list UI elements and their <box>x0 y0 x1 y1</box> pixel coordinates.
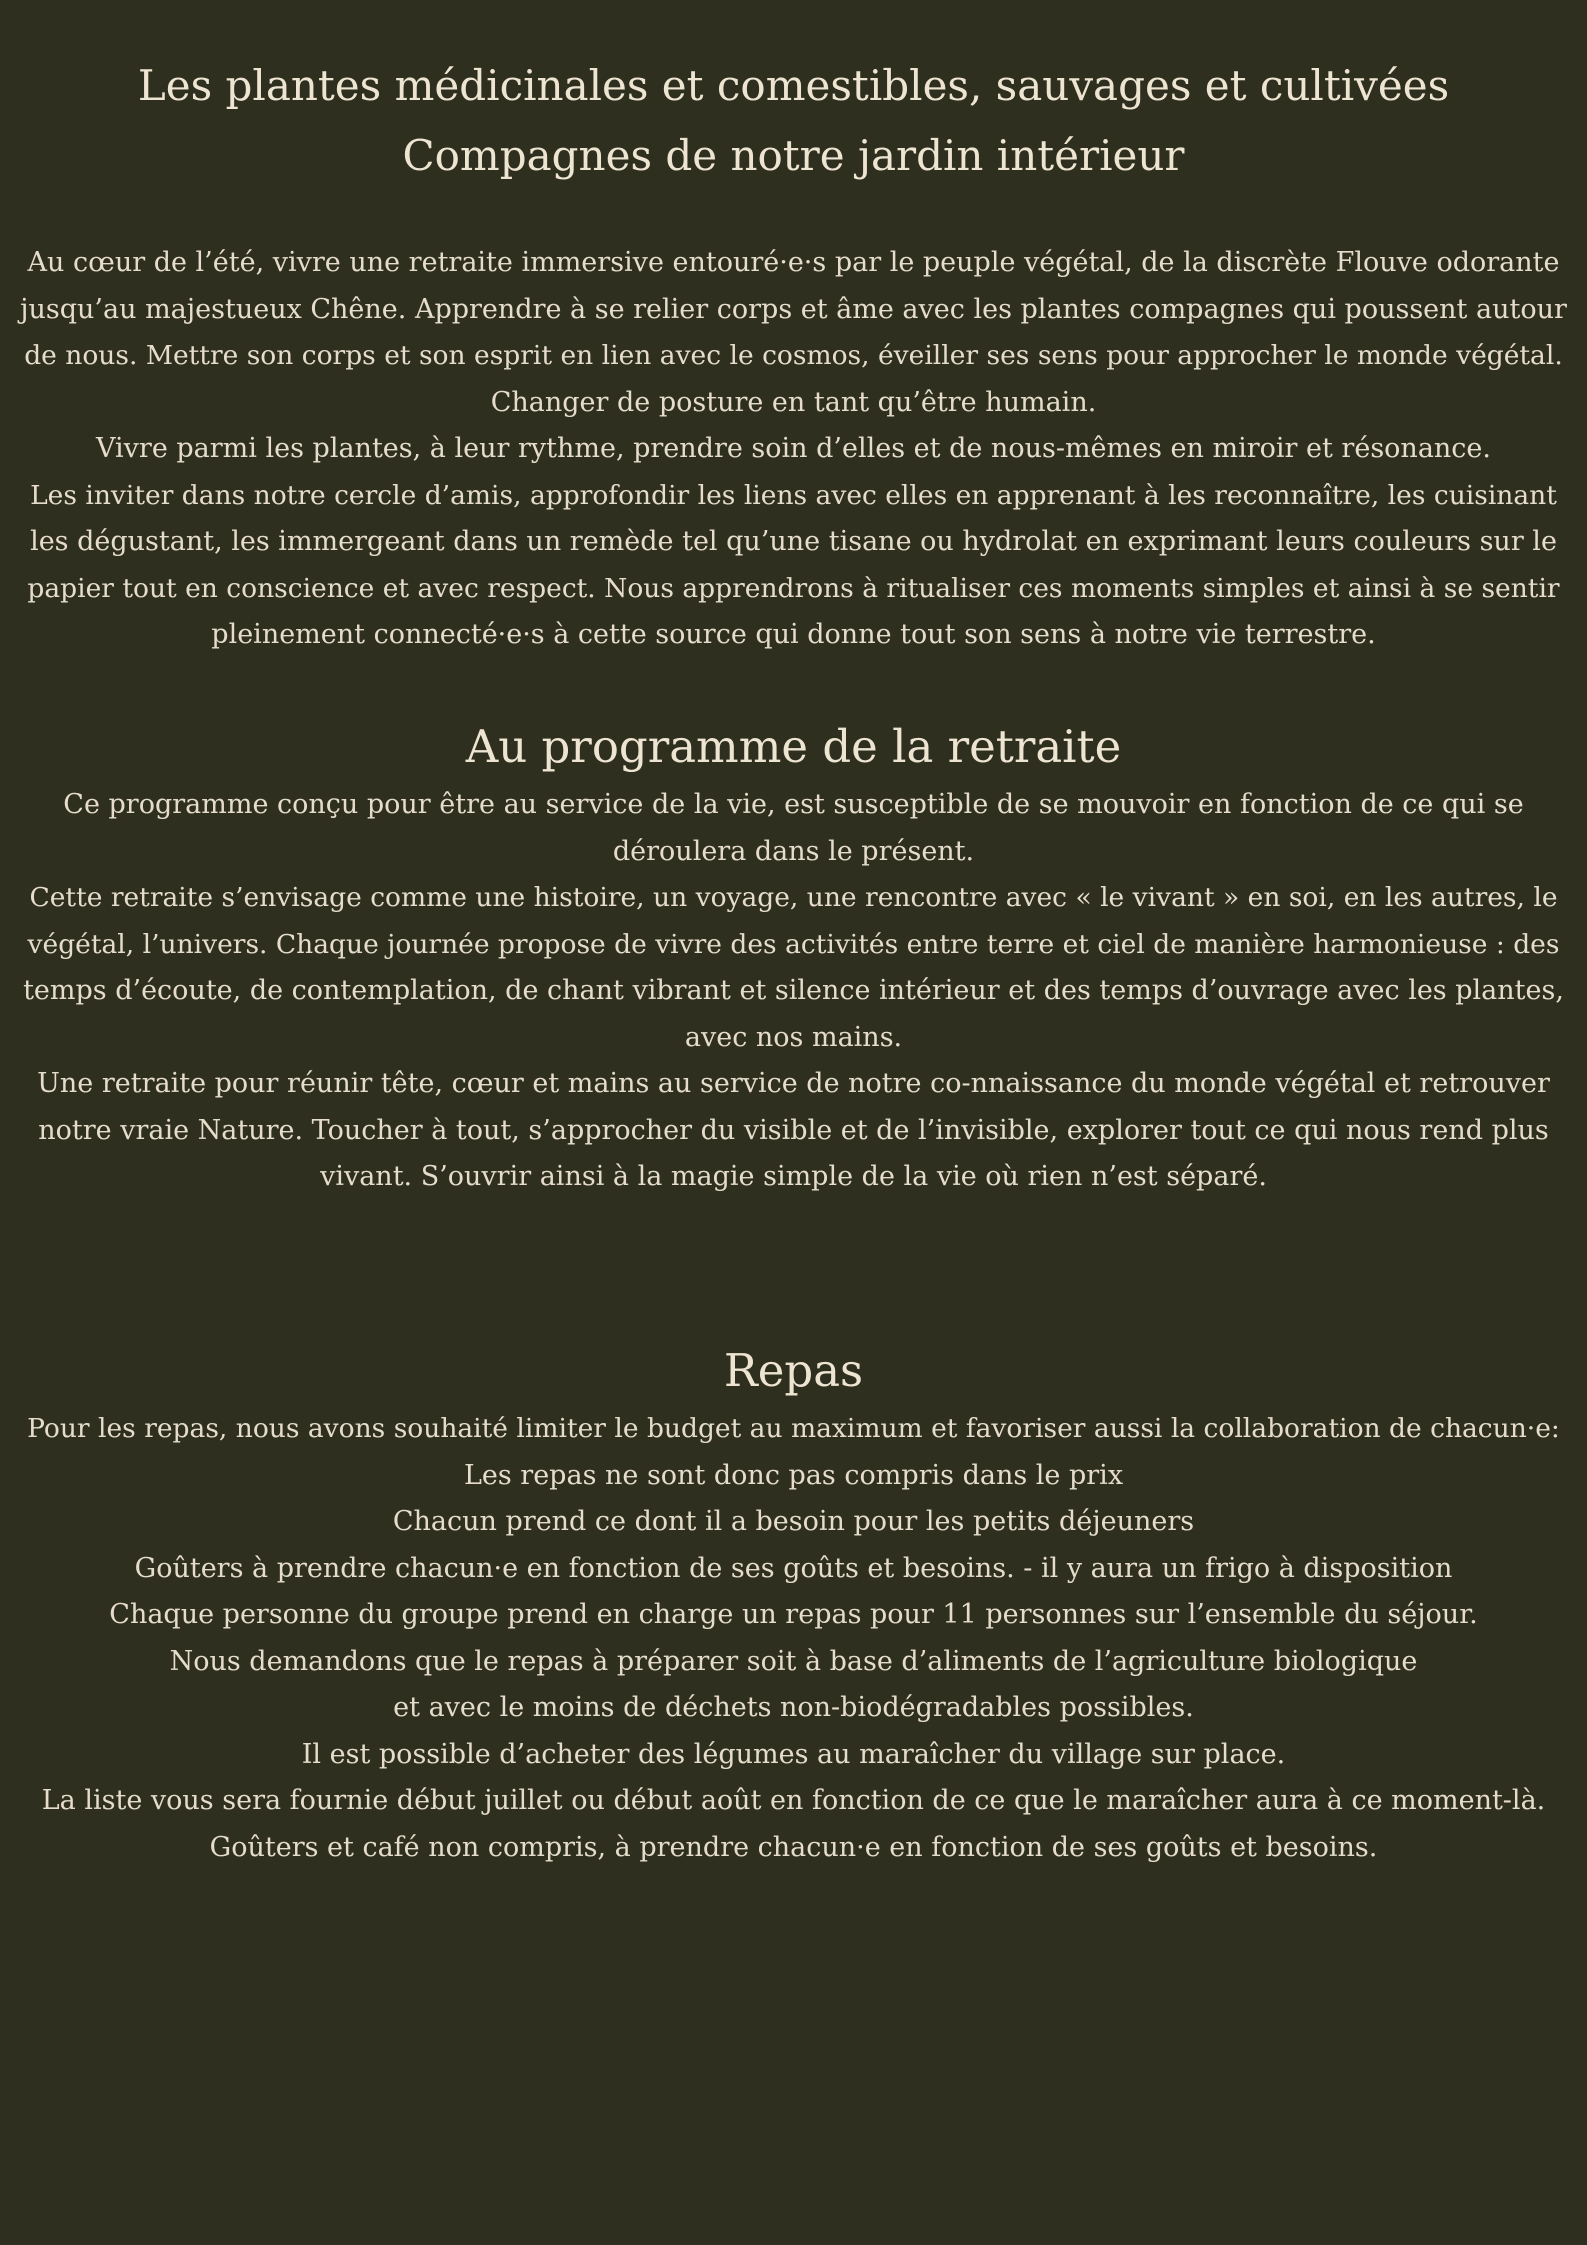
repas-line: Les repas ne sont donc pas compris dans le prix <box>463 1459 1124 1491</box>
programme-line: Cette retraite s’envisage comme une histoire, un voyage, une rencontre avec « le vivant » en soi, en les autres, le <box>29 882 1558 913</box>
page-title <box>20 51 1567 191</box>
repas-line: Goûters et café non compris, à prendre chacun·e en fonction de ses goûts et besoins. <box>209 1831 1378 1863</box>
repas-line: Chaque personne du groupe prend en charge un repas pour 11 personnes sur l’ensemble du séjour. <box>109 1599 1478 1630</box>
programme-line: déroulera dans le présent. <box>612 835 975 867</box>
programme-line: temps d’écoute, de contemplation, de chant vibrant et silence intérieur et des temps d’ouvrage avec les plantes, <box>23 975 1564 1006</box>
programme-line: Une retraite pour réunir tête, cœur et mains au service de notre co-nnaissance du monde végétal et retrouver <box>37 1068 1550 1099</box>
intro-line: pleinement connecté·e·s à cette source qui donne tout son sens à notre vie terrestre. <box>211 619 1376 650</box>
repas-paragraph <box>20 1406 1567 1871</box>
programme-line: vivant. S’ouvrir ainsi à la magie simple de la vie où rien n’est séparé. <box>320 1161 1267 1192</box>
programme-line: notre vraie Nature. Toucher à tout, s’approcher du visible et de l’invisible, explorer tout ce qui nous rend plus <box>38 1114 1549 1146</box>
page-header <box>20 51 1567 191</box>
repas-line: Chacun prend ce dont il a besoin pour les petits déjeuners <box>392 1506 1195 1537</box>
programme-line: végétal, l’univers. Chaque journée propose de vivre des activités entre terre et ciel de manière harmonieuse : des <box>27 928 1560 960</box>
repas-section <box>20 1336 1567 1871</box>
programme-line: Ce programme conçu pour être au service de la vie, est susceptible de se mouvoir en fonction de ce qui se <box>63 789 1524 820</box>
intro-line: Vivre parmi les plantes, à leur rythme, prendre soin d’elles et de nous-mêmes en miroir et résonance. <box>96 433 1491 464</box>
programme-paragraph <box>20 782 1567 1201</box>
page-subtitle-line-2: Compagnes de notre jardin intérieur <box>402 131 1185 180</box>
intro-paragraph <box>20 240 1567 659</box>
repas-title: Repas <box>723 1344 864 1397</box>
repas-line: et avec le moins de déchets non-biodégradables possibles. <box>393 1692 1194 1723</box>
programme-line: avec nos mains. <box>684 1021 903 1053</box>
intro-line: Changer de posture en tant qu’être humain. <box>490 386 1097 418</box>
intro-line: jusqu’au majestueux Chêne. Apprendre à se relier corps et âme avec les plantes compagnes qui poussent autour <box>20 293 1567 325</box>
programme-title: Au programme de la retraite <box>465 720 1122 773</box>
repas-line: Nous demandons que le repas à préparer soit à base d’aliments de l’agriculture biologique <box>169 1645 1418 1677</box>
intro-section <box>20 240 1567 659</box>
page-title-line-1: Les plantes médicinales et comestibles, sauvages et cultivées <box>137 61 1450 110</box>
repas-line: Pour les repas, nous avons souhaité limiter le budget au maximum et favoriser aussi la collaboration de chacun·e: <box>27 1413 1560 1444</box>
intro-line: les dégustant, les immergeant dans un remède tel qu’une tisane ou hydrolat en exprimant leurs couleurs sur le <box>30 526 1557 557</box>
intro-line: Les inviter dans notre cercle d’amis, approfondir les liens avec elles en apprenant à les reconnaître, les cuisinant <box>30 479 1557 511</box>
repas-line: Goûters à prendre chacun·e en fonction de ses goûts et besoins. - il y aura un frigo à disposition <box>134 1552 1453 1584</box>
programme-section <box>20 712 1567 1201</box>
intro-line: papier tout en conscience et avec respect. Nous apprendrons à ritualiser ces moments simples et ainsi à se sentir <box>27 572 1560 604</box>
intro-line: Au cœur de l’été, vivre une retraite immersive entouré·e·s par le peuple végétal, de la discrète Flouve odorante <box>27 247 1560 278</box>
repas-line: Il est possible d’acheter des légumes au maraîcher du village sur place. <box>301 1738 1286 1770</box>
repas-line: La liste vous sera fournie début juillet ou début août en fonction de ce que le maraîcher aura à ce moment-là. <box>41 1785 1546 1816</box>
intro-line: de nous. Mettre son corps et son esprit en lien avec le cosmos, éveiller ses sens pour approcher le monde végétal. <box>24 340 1563 371</box>
